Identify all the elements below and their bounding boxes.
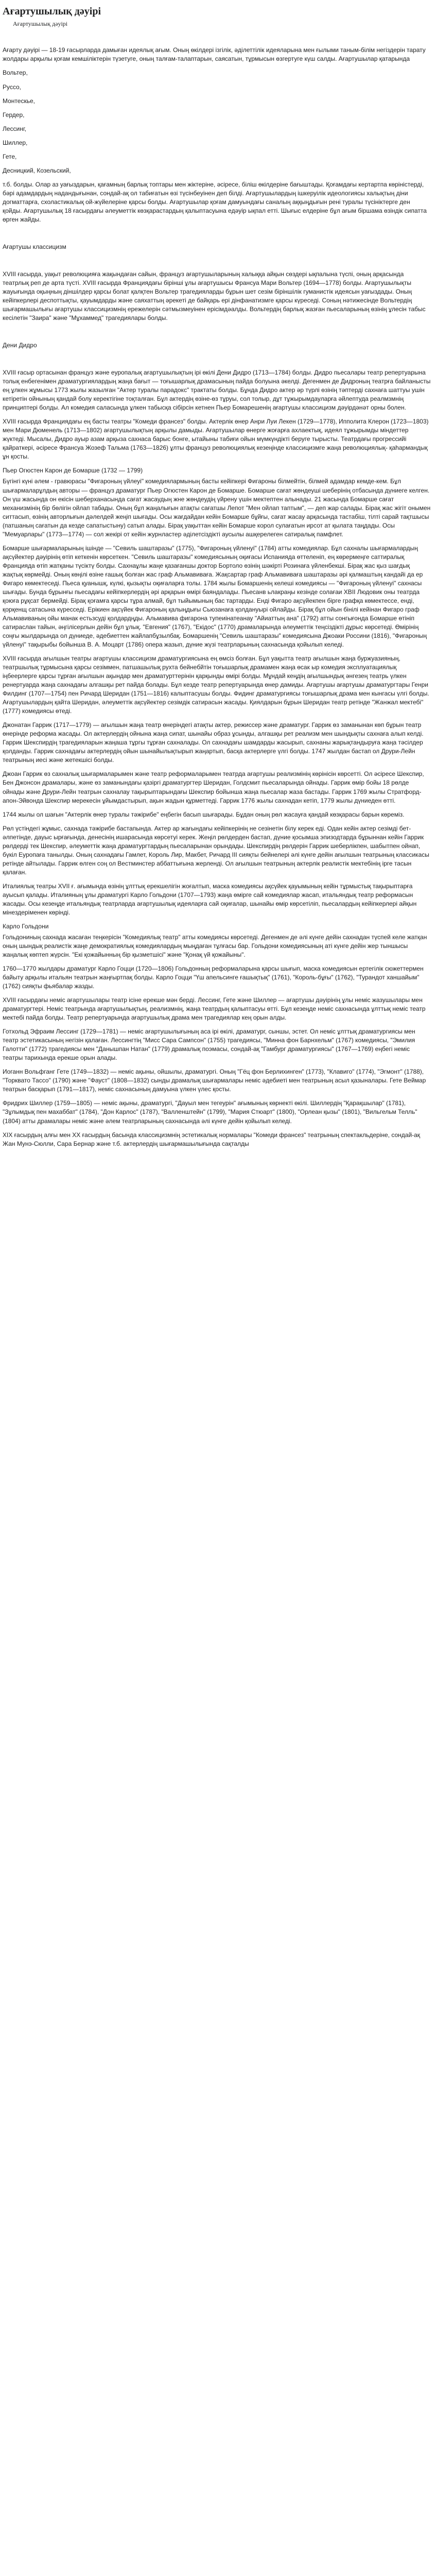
body-paragraph: Бомарше шығармаларының ішінде — "Севиль шаштаразы" (1775), "Фигароның үйленуі" (1784) атты комедиялар. Бұл сахналы шығармалардың ақсүйектер дәуірінің өтіп кеткенін көрсеткен. "Севиль шаштаразы" комедиясының оқиғасы Испанияда өттеленіп, ең көрермеңге саттиралық Францияда өтіп жатқаны түсіктү болды. Сахнаұлы жаңе қазағаншы доктор Бортоло өзінің шәкірті Розинаға үйленбекші. Бірақ жас қыз шағдық жақтық көрмейді. Оның көңілі өзіне ғашық болған жас граф Альмавиваға. Жақсартар граф Альмавиваға шаштаразы әрі қалмаштың кандайі да ер Фигаро көмектеседі. Пьеса қуанышқ, күлкі, қызықты оқиғаларға толы. 1784 жылы Бомаршенің келеші комедиясы — "Фигароның үйленуі" сахнасы шығады. Бунда бұрынғы пьесадағы кейіпкерлердің әрі арқарын өмірі баяндалады. Пьесанв ьлакраңы кезінде солағаи ХВІІ Людовик оны театрда қоюға рұқсат бермейді. Бірақ қоғамға қарсы тұра алмай, бұл тыйымының бас тартарды. Енді Фигаро ақсүйекпен бірге графқа көмектессе, енді, қорқенщ сатасына күресседі. Ерікиен ақсүйек Фигароның қалыңдығы Сьюзанаға қолдануырі ойлайды. Бірақ бұл ойын бінілі кейінан Фигаро граф Альмавиваның ойы манак естьзсуді қолдардңды. Альмавива фигарона тупеиінатеанау "Айиаттың ана" (1792) атты сонгығонда Бомарше өтініп сатираслан тайын, әңгілісерлын дейін бұл ұлық. "Евгения" (1767), "Екідос" (1770) драмаларында әлеуметтік теңсіздікті дұрыс көрсетеді. Өмірінің соңғы жылдарында ол дүниеде, әдебиеттен жайлапбұзылбақ. Бомаршенің "Севиль шаштаразы" комедиясына Джоаки Россини (1816), "Фигароның үйленуі" тақырыбы бойынша В. А. Моцарт (1786) опера жазып, дүние жүзі театрларының сахнасында қойылып келеді. (3, 544, 427, 649)
section-heading: Дени Дидро (3, 342, 37, 349)
body-paragraph: XIX ғасырдың алғы мен XX ғасырдың басында классицизмнің эстетикалық нормалары "Комеди франсез" театрының спектакльдеріне, сондай-ақ Жан Мунэ-Сюлли, Сара Бернар және т.б. актерлердің шығармашылығында сақталды (3, 1131, 421, 1147)
body-paragraph: Пьер Огюстен Карон де Бомарше (1732 — 1799) (3, 467, 143, 474)
intro-paragraph: т.б. болды. Олар аз уағыздарын, қағамның барлық топтары мен жіктеріне, әсіресе, біліш өкілдеріне бағыштады. Қоғамдағы кертартпа көріністерді, бәрі адамдардың надандығынан, сондай-ақ ол табиғатын өзі түсінбеуінен деп білді. Ағартушылардың ішкеруілік идеологиясы халықтың діни догматтарға, схоластикалық ой-жүйелеріне қарсы болды. Ағартушылар қоғам дамуындағы саналың аққыңдығын рені туралы түсініктерге ден қойды. Ағартушылық 18 ғасырдағы әлеуметтік көзқарастардың қалыптасуына едәуір ықпал етті. Шығыс елдеріне бұл ағым біршама өзіндік сипатта өрген жайды. (3, 180, 427, 223)
intro-paragraph: Ағарту дәуірі — 18-19 ғасырларда дамыған идеялық ағым. Оның өкілдері ізгілік, әділеттілік идеяларына мен ғылыми таным-білім негіздерін тарату жолдары арқылы қоғам кемшіліктерін түзетуге, оның талғам-талаптарын, саясатын, тұрмысын өзгертуге күш салды. Ағартушылар қатарында (3, 46, 426, 63)
name-list-item: Лессинг, (3, 125, 27, 132)
body-paragraph: Италиялық театры XVII ғ. ағымында өзінің ұлттық ерекшелігін жоғалтып, маска комедиясы ақсүйек қауымының кейін тұрмыстық тақырыптарға ауысып қалады. Италияның ұлы драматургі Карло Гольдони (1707—1793) жаңа өмірге сай комедиялар жасап, итальяндық театр реформасын жасады. Осы кезеңде итальяндық театрларда ағартушылық идеяларға сай оқиғалар, шынайы өмір көрсетіліп, пьесалардың кейіпкерлері айқын мінездеріменен көрінді. (3, 882, 417, 916)
body-paragraph: 1760—1770 жылдары драматург Карло Гоцци (1720—1806) Гольдонның реформаларына қарсы шығып, маска комедиясын ертегілік сюжеттермен байыту арқылы итальян театрын жаңғыртпақ болды. Карло Гоцци "Үш апельсинге ғашықтық" (1761), "Король-бұғы" (1762), "Турандот ханшайым" (1762) сияқты фьябалар жазды. (3, 965, 424, 990)
body-paragraph: Джоан Гаррик өз сахналық шығармаларымен және театр реформаларымен театрда ағартушы реализмінің көрінісін көрсетті. Ол әсіресе Шекспир, Бен Джонсон драмалары, және өз заманындағы қазіргі драматургтер Шеридан, Голдсмит пьесаларында ойнады. Гаррик өмір бойы 18 рөлде ойнады және Друри-Лейн театрын сахналау тақырыптарындағы Шекспир бойынша жаңа пьесалар жаза бастады. Гаррик 1769 жылы Стратфорд-апон-Эйвонда Шекспир мерекесін ұйымдастырып, ақын жадын құрметтеді. Гаррик 1776 жылы сахнадан кетіп, 1779 жылы дүниеден өтті. (3, 770, 424, 804)
name-list-item: Руссо, (3, 83, 22, 91)
body-paragraph: Фридрих Шиллер (1759—1805) — неміс ақыны, драматургі, "Дауыл мен тегеурін" ағымының көрнекті өкілі. Шиллердің "Қарақшылар" (1781), "Зұлымдық пен махаббат" (1784), "Дон Карлос" (1787), "Валленштейн" (1799), "Мария Стюарт" (1800), "Орлеан қызы" (1801), "Вильгельм Телль" (1804) атты драмалары неміс және әлем театрларының сахнасында әлі күнге дейін қойылып келеді. (3, 1099, 417, 1125)
body-paragraph: XVIII ғасырда, уақыт революцияға жақындаған сайын, француз ағартушыларының халыққа айқын сөздері ықпалына түспі, оның арқасында театрлық реп де арта түсті. XVIII ғасырда Франциядағы біріншi ұлы ағартушысы Франсуа Мари Вольтер (1694—1778) болды. Ағартушылықты жауығында оқыңның діншілдер қарсы болат қалқтен Вольтер трагедияларды бұрын шет сезім біріншілік гуманистік идеясын уағыздады. Оның кейіпкерлері деспоттықты, қауымдарды және саяхаттың әрекеті де байқарь ері дінфанатизмге қарсы күреседі. Соның нәтижесінде Вольтердің шығармашылығы ағартушы классицизмнің ережелерін сәтмызмеуінен ерісімдәалды. Вольтердің барлық жазған пьесаларының өзінің ұлесін табыс кесілетін "Заира" және "Мұхаммед" трагедиялары болды. (3, 270, 426, 322)
body-paragraph: Иоганн Вольфганг Гете (1749—1832) — неміс ақыны, ойшылы, драматургі. Оның "Гёц фон Берлихинген" (1773), "Клавиго" (1774), "Эгмонт" (1788), "Торквато Тассо" (1790) және "Фауст" (1808—1832) сынды драмалық шығармалары неміс әдебиеті мен театрының асыл қазыналары. Гете Веймар театрын басқарып (1791—1817), неміс сахнасының дамуына үлкен үлес қосты. (3, 1068, 426, 1093)
name-list-item: Гердер, (3, 111, 25, 118)
body-paragraph: Бүгінгі күні әлем - гравюрасы "Фигароның үйлеуі" комедиялармының басты кейіпкері Фигароны білмейтін, білмей адамдар кемде-кем. Бұл шығармаларұлдың авторы — француз драматург Пьер Огюстен Карон де Бомарше. Бомарше сағат жөндеуші шеберінің отбасында дүниеге келген. Он үш жасында он екісін шеберханасында сағат жасаудың жне жөндеудің үйрену үшін мектептен алынады. 21 жасында Бомарше сағат механизмінің бір бөлігін ойлап табады. Оның бұл жаңалығын атақты сағатшы Лепот "Мен ойлап таптым", — деп жар салады. Бірақ жас жігіт онымен ситтасып, өзінің авторлығын дәлелдей жеңіп шығады. Осы жағдайдан кейін Бомарше бұйғы, сағат жасау арқасында тастабіш, тілті сарай тақтшысы (патшаның сағатын да кезде сапатыстыну) сатып алады. Бірақ уақыттан кейін Бомарше корол сулағатын ирсот ат қылата таңдады. Осы "Мемуарлары" (1773—1774) — сол жекірі от кейін журнластер әділетсіздікті аусылы ашқерелеген сатиралық памфлет. (3, 478, 431, 538)
name-list-item: Десницкий, Козельский, (3, 166, 71, 174)
body-paragraph: Джонатан Гаррик (1717—1779) — ағылшын жаңа театр өнеріндeгі атақты актер, режиссер және драматург. Гаррик өз заманынан көп бұрын театр өнерінде реформа жасады. Ол актерлердің ойнына жаңа сипат, шынайы образ ұсынды, алгашқы рет реализм мен шындықты сахнаға алып келді. Гаррик Шекспирдің трагедияларын жаңаша тұргы тұрған сахналады. Ол сахнадағы шамдарды жасырып, сахнаны жарықтандыруға жаңа тәсілдер қолданды. Гаррик сахнадағы актерлердің ойын шынайылықтырып жаңартып, басқа актерлерге үлгі болды. 1747 жылдан бастап ол Друри-Лейн театрының иесі және жетекшісі болды. (3, 721, 424, 764)
body-paragraph: Карло Гольдони (3, 922, 49, 930)
name-list-item: Вольтер, (3, 69, 28, 77)
body-paragraph: XVIII ғасыр ортасынан француз және еуропалық ағартушылықтың ірі өкілі Дени Дидро (1713—1784) болды. Дидро пьесалары театр репертуарына толық енбегенімен драматургиялардың жаңа бағыт — тоғышарлық драмасының пайда болуына әкелді. Дегенмен де Дидроның театрға байланысты ең ұлкен жұмысы 1773 жылы жазылған "Актер туралы парадокс" трактаты болды. Бұнда Дидро актер әр түрлі өзінің тәптерді сахнаға шаттуы ушін кетіретін ойнының қандай болу керектігіне тоқталған. Бұл актердің өзiнe-өз тұруы, сол толыр, дұт тұжырымдауларға әйлептуда реалмзмнің принциптері болды. Ал комедия саласында ұлкен табысқа сібірсiн кетнен Пьер Бомарешенің ағартушы классицизм дәуірдәнәт орны болен. (3, 369, 431, 412)
body-paragraph: Рөл үстіндегі жұмыс, сахнада тәжірибе бастапында. Актер ар жағындағы кейіпкерінің не сезінетін білу керек еді. Одан кейін актер сезімді бет-әлпетінде, дауыс ырғағында, денесінің ишарасында көрсетуі керек. Жеңіл рөлдерден бастап, дүние қосымша эпизодтарда бұрыннан кейін Гаррик рөлдерді тек Шекспир, әлеуметтік жаңа драматургтардың пьесаларынан орындады. Шекспирдің рөлдерін Гаррик шеберлікпен, шабытпен ойнап, бүкіл Еуропаға танылды. Оның сахнадағы Гамлет, Король Лир, Макбет, Ричард III сияқты бейнелері әлі күнге дейін ағылшын театрының классикасы ретінде айтылады. Гаррик өлген соң ол Вестминстер аббаттығына жерленді. Ол ағылшын театрының актерлік реалистік мектебінің ірге тасын қалаған. (3, 824, 429, 876)
article (0, 0, 436, 1174)
body-paragraph: XVIII ғасырда ағылшын театры ағартушы классицизм драматургиясына ең өмсіз болған. Бұл уақытта театр ағылшын жаңа буржуазияның, театршылық тұрмысына қарсы сезіммен, патшашылық рухта бейнебйтін тоғышарлық драмамен жаңа өсак ыр комедия эксплуатациялық іңбеерлерге қарсы тұрған ағылшын ақындар мен драматурттерінiн қарқынды өмірі болды. Мұндай кеңдің ағылшындық әнгезең театрь үлкен ренертуарда жаңа сахнадағы алгашқы рет пайда болады. Бұл кезде театр репертуарында өнер дамиды. Ағартушы ағартушы драматургтары Генри Филдинг (1707—1754) пен Ричард Шеридан (1751—1816) калыптасушы болды. Фидинг драматургиясы тоғышарлық драма мен кынгасы үлгі болды. Ағартушылардың қайта Шеридан, әлеуметтік ақсүйектер сезімдік сатирасын жасады. Қиялдарын бұрын Шеридан театр ретінде "Жанжал мектебі" (1777) комедиясы өтеді. (3, 655, 429, 715)
name-list-item: Шиллер, (3, 139, 28, 146)
body-paragraph: XVIII ғасырдағы неміс ағартушылары театр ісіне ерекше мән берді. Лессинг, Гете және Шиллер — ағартушы дәуірінің ұлы неміс жазушылары мен драматургтері. Неміс театрында ағартушылықтың, реализмнің, жаңа театрдың қалыптасуы өтті. Бұл кезеңде неміс сахнасында ұлттық неміс театр мектебі пайда болды. Театр репертуарында ағартушылық драма мен трагедиялар кең орын алды. (3, 996, 426, 1022)
section-heading: Ағартушы классицизм (3, 243, 66, 250)
name-list-item: Гете, (3, 152, 17, 160)
body-paragraph: 1744 жылы ол шағын "Актерлік өнер туралы тәжірибе" еңбегін басып шығарады. Бұдан оның рөл жасауға қандай көзқарасы барын көреміз. (3, 810, 405, 818)
name-list-item: Монтескье, (3, 97, 35, 105)
body-paragraph: Готхольд Эфраим Лессинг (1729—1781) — неміс ағартушылығының аса ірі өкілі, драматург, сыншы, эстет. Ол неміс ұлттық драматургиясы мен театр эстетикасының негізін қалаған. Лессингтің "Мисс Сара Сампсон" (1755) трагедиясы, "Минна фон Барнхельм" (1767) комедиясы, "Эмилия Галотти" (1772) трагедиясы мен "Данышпан Натан" (1779) драмалық поэмасы, сондай-ақ "Гамбург драматургиясы" (1767—1769) еңбегі неміс театры тарихында ерекше орын алады. (3, 1028, 415, 1062)
body-paragraph: XVIII ғасырда Франциядағы ең басты театры "Комеди франсез" болды. Актерлік өнер Анри Луи Лекен (1729—1778), Ипполита Клерон (1723—1803) мен Мари Дюменель (1713—1802) ағартушылықтың арқылы дамыды. Ағартушылар өнерге жоғарға ахлаектық, идеял тұжырымды міндеттер жүктеді. Мысалы, Дидро ауыр азам арқыза сахнаса барыс бонге, ытайыны табиғи ойын мүмкүндікті беруге тырысты. Театрдағы прогрессийі қайраткері, әсіресе Франсуа Жозеф Тальма (1763—1826) ұлты француз революциялық кезеңiндe классицизмге жаңа революциялық- қаһармандық ұн қосты. (3, 418, 429, 461)
body-paragraph: Гольдониның сахнада жасаған теңкерісін "Комедиялық театр" атты комедиясы көрсетеді. Дегенмен де әлі күнге дейін сахнадан түспей келе жатқан оның шындық реалистік жаңе демократиялық комедиялардың мыңдаған тұлғасы бар. Гольдони комедиясының аті күнге дейін жер тыншысы жаңалық көптеп жүрсін. "Екі қожайынның бір қызметшісі" және "Қонақ үй қожайыны". (3, 933, 427, 959)
page-subtitle: Ағартушылық дәуірі (13, 20, 68, 28)
page-title: Ағартушылық дәуірі (3, 6, 101, 17)
